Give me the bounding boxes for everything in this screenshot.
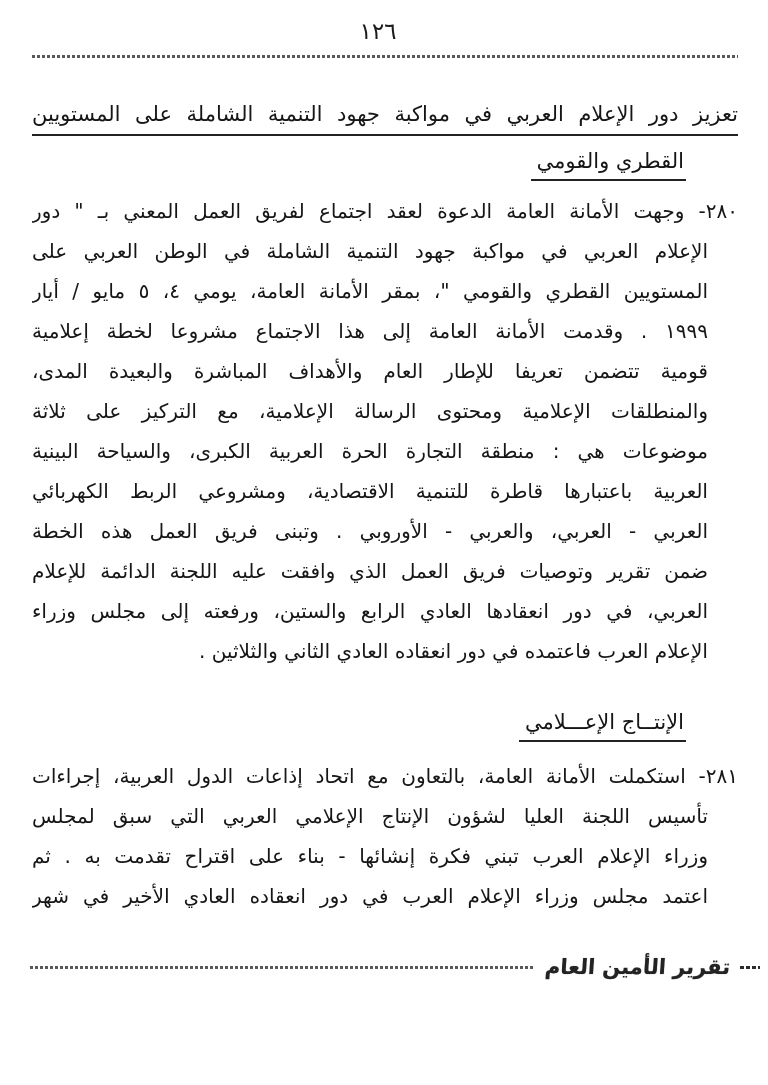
text-line: ٢٨١- استكملت الأمانة العامة، بالتعاون مع اتحاد إذاعات الدول العربية، إجراءات [32, 764, 738, 788]
footer-short-dash [740, 966, 760, 969]
paragraph-281 [32, 756, 738, 916]
text-line: ٢٨٠- وجهت الأمانة العامة الدعوة لعقد اجتماع لفريق العمل المعني بـ " دور [32, 199, 738, 223]
footer-stamp-label: تقرير الأمين العام [543, 955, 731, 979]
page-number: ١٢٦ [359, 19, 397, 45]
text-line: الإعلام العربي في مواكبة جهود التنمية الشاملة في الوطن العربي على [32, 239, 708, 263]
text-line: والمنطلقات الإعلامية ومحتوى الرسالة الإعلامية، مع التركيز على ثلاثة [32, 399, 708, 423]
heading-production-text: الإنتــاج الإعـــلامي [519, 707, 686, 742]
paragraph-280 [32, 191, 738, 671]
text-line: الإعلام العرب فاعتمده في دور انعقاده العادي الثاني والثلاثين . [198, 639, 708, 663]
text-line: ضمن تقرير وتوصيات فريق العمل الذي وافقت عليه اللجنة الدائمة للإعلام [32, 559, 708, 583]
text-line: تأسيس اللجنة العليا لشؤون الإنتاج الإعلامي العربي التي سبق لمجلس [32, 804, 708, 828]
text-line: ١٩٩٩ . وقدمت الأمانة العامة إلى هذا الاجتماع مشروعا لخطة إعلامية [32, 319, 708, 343]
text-line: وزراء الإعلام العرب تبني فكرة إنشائها - بناء على اقتراح تقدمت به . ثم [32, 844, 708, 868]
text-line: قومية تتضمن تعريفا للإطار العام والأهداف المباشرة والبعيدة المدى، [32, 359, 708, 383]
footer-dashed-rule [30, 966, 535, 969]
text-line: العربي - العربي، والعربي - الأوروبي . وتبنى فريق العمل هذه الخطة [32, 519, 708, 543]
heading-production [32, 707, 686, 742]
text-line: موضوعات هي : منطقة التجارة الحرة العربية الكبرى، والسياحة البينية [32, 439, 708, 463]
top-divider-rule [32, 55, 738, 58]
footer [30, 952, 760, 982]
text-line: اعتمد مجلس وزراء الإعلام العرب في دور انعقاده العادي الأخير في شهر [32, 884, 708, 908]
text-line: العربية باعتبارها قاطرة للتنمية الاقتصادية، ومشروعي الربط الكهربائي [32, 479, 708, 503]
heading-development-line1: تعزيز دور الإعلام العربي في مواكبة جهود التنمية الشاملة على المستويين [32, 98, 738, 136]
text-line: المستويين القطري والقومي "، بمقر الأمانة العامة، يومي ٤، ٥ مايو / أيار [32, 279, 709, 303]
text-line: العربي، في دور انعقادها العادي الرابع والستين، ورفعته إلى مجلس وزراء [32, 599, 708, 623]
heading-development-line2-text: القطري والقومي [531, 146, 686, 181]
heading-development-line2 [32, 146, 686, 181]
heading-development [32, 98, 738, 181]
